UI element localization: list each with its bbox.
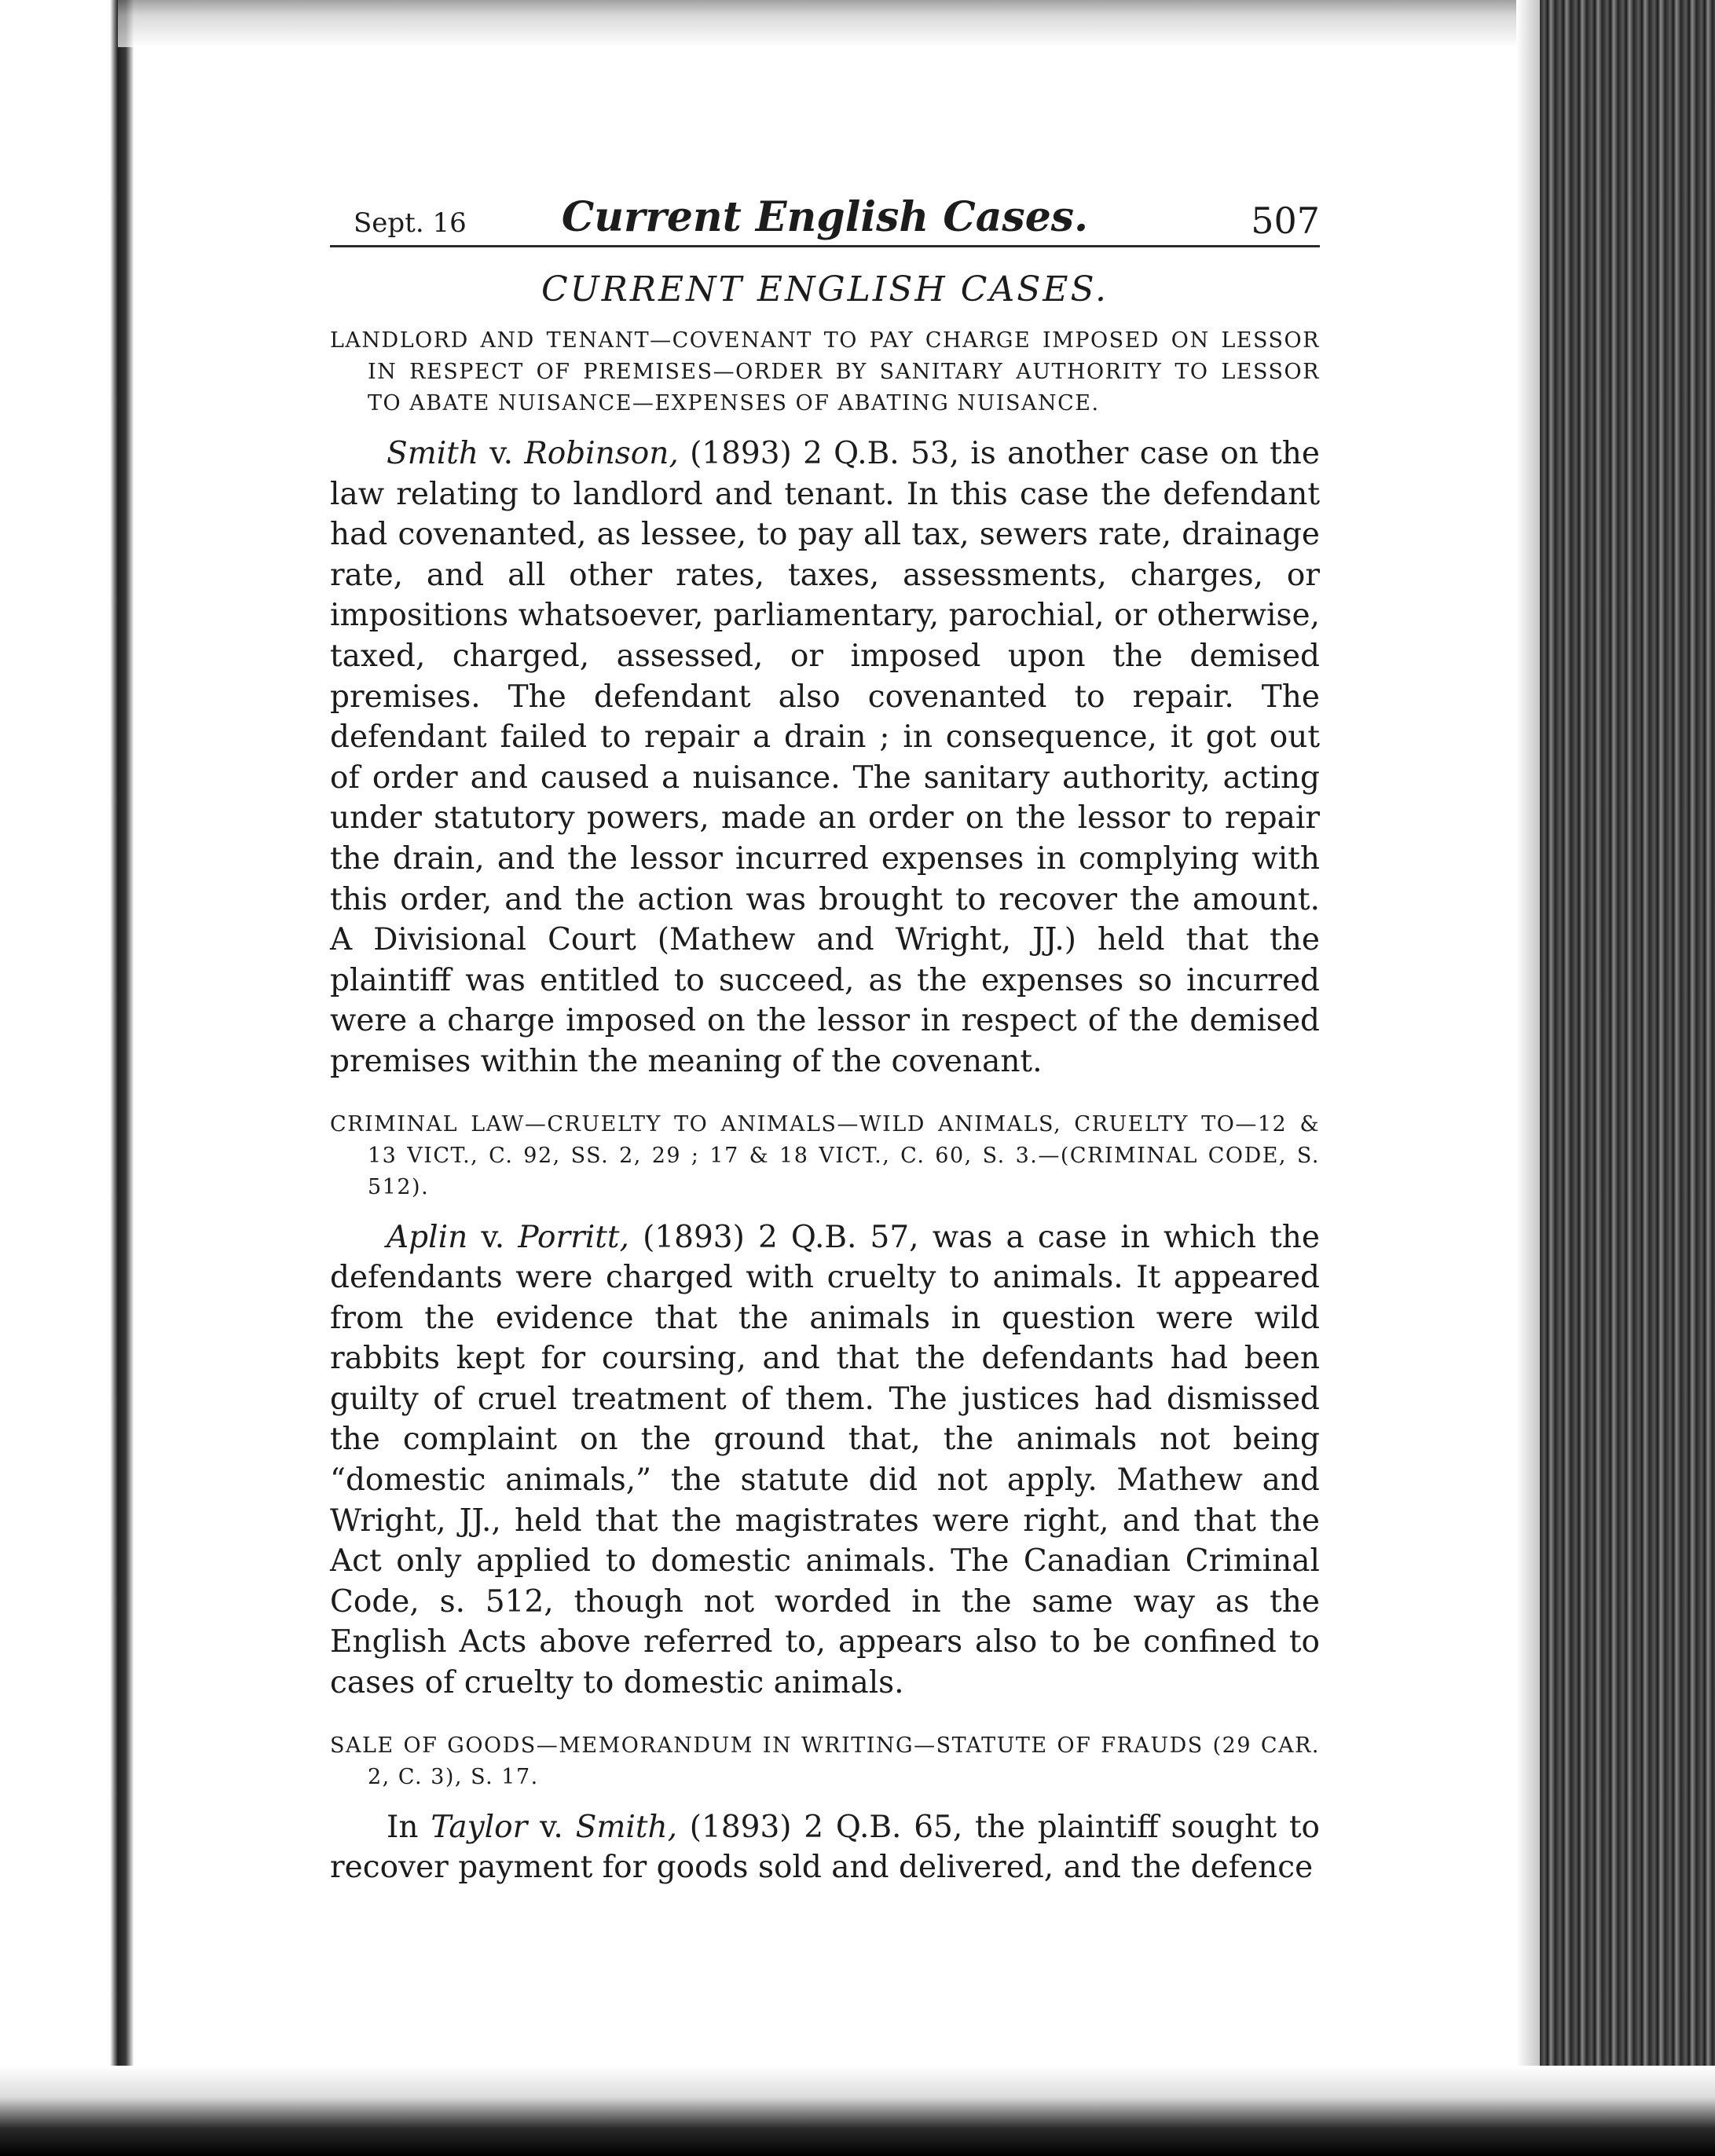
case-name-part2: Smith, [575, 1809, 677, 1845]
case-lead: In [387, 1809, 431, 1845]
case-versus: v. [478, 436, 525, 471]
case-versus: v. [527, 1809, 576, 1845]
case-caption: LANDLORD AND TENANT—COVENANT TO PAY CHARGE IMPOSED ON LESSOR IN RESPECT OF PREMISES—ORDER BY SANITARY AUTHORITY TO LESSOR TO ABATE NUISANCE—EXPENSES OF ABATING NUISANCE. [330, 328, 1320, 415]
case-name-part1: Taylor [431, 1809, 528, 1845]
case-versus: v. [467, 1219, 519, 1255]
header-date: Sept. 16 [354, 207, 467, 239]
case-text: (1893) 2 Q.B. 65, the plaintiff sought to recover payment for goods sold and delivered, and the defence [330, 1809, 1320, 1886]
case-paragraph [330, 1807, 1320, 1888]
case-text: (1893) 2 Q.B. 53, is another case on the law relating to landlord and tenant. In this case the defendant had covenanted, as lessee, to pay all tax, sewers rate, drainage rate, and all other rates, taxes, assessments, charges, or impositions whatsoever, parliamentary, parochial, or otherwise, taxed, charged, assessed, or imposed upon the demised premises. The defendant also covenanted to repair. The defendant failed to repair a drain ; in consequence, it got out of order and caused a nuisance. The sanitary authority, acting under statutory powers, made an order on the lessor to repair the drain, and the lessor incurred expenses in complying with this order, and the action was brought to recover the amount. A Divisional Court (Mathew and Wright, JJ.) held that the plaintiff was entitled to succeed, as the expenses so incurred were a charge imposed on the lessor in respect of the demised premises within the meaning of the covenant. [330, 436, 1320, 1079]
case-name-part2: Porritt, [518, 1219, 629, 1255]
case-name-part1: Aplin [387, 1219, 468, 1255]
case-paragraph [330, 1217, 1320, 1704]
scan-right-border [1540, 0, 1715, 2156]
page-content [330, 189, 1320, 1915]
case-paragraph [330, 434, 1320, 1082]
case-caption: CRIMINAL LAW—CRUELTY TO ANIMALS—WILD ANIMALS, CRUELTY TO—12 & 13 VICT., C. 92, SS. 2, 29 ; 17 & 18 VICT., C. 60, S. 3.—(CRIMINAL CODE, S. 512). [330, 1111, 1320, 1199]
scan-bottom-border [0, 2066, 1715, 2156]
case-name-part2: Robinson, [524, 436, 679, 471]
page-number: 507 [1251, 199, 1320, 242]
header-title: Current English Cases. [561, 193, 1089, 241]
case-caption: SALE OF GOODS—MEMORANDUM IN WRITING—STATUTE OF FRAUDS (29 CAR. 2, C. 3), S. 17. [330, 1733, 1320, 1789]
case-text: (1893) 2 Q.B. 57, was a case in which the defendants were charged with cruelty to animals. It appeared from the evidence that the animals in question were wild rabbits kept for coursing, and that the defendants had been guilty of cruel treatment of them. The justices had dismissed the complaint on the ground that, the animals not being “domestic animals,” the statute did not apply. Mathew and Wright, JJ., held that the magistrates were right, and that the Act only applied to domestic animals. The Canadian Criminal Code, s. 512, though not worded in the same way as the English Acts above referred to, appears also to be confined to cases of cruelty to domestic animals. [330, 1219, 1320, 1701]
case-name-part1: Smith [387, 436, 478, 471]
scan-left-border [0, 0, 134, 2156]
scan-right-edge [1516, 0, 1543, 2156]
running-head [330, 189, 1320, 247]
scan-top-border [118, 0, 1516, 47]
section-heading: CURRENT ENGLISH CASES. [541, 269, 1109, 309]
